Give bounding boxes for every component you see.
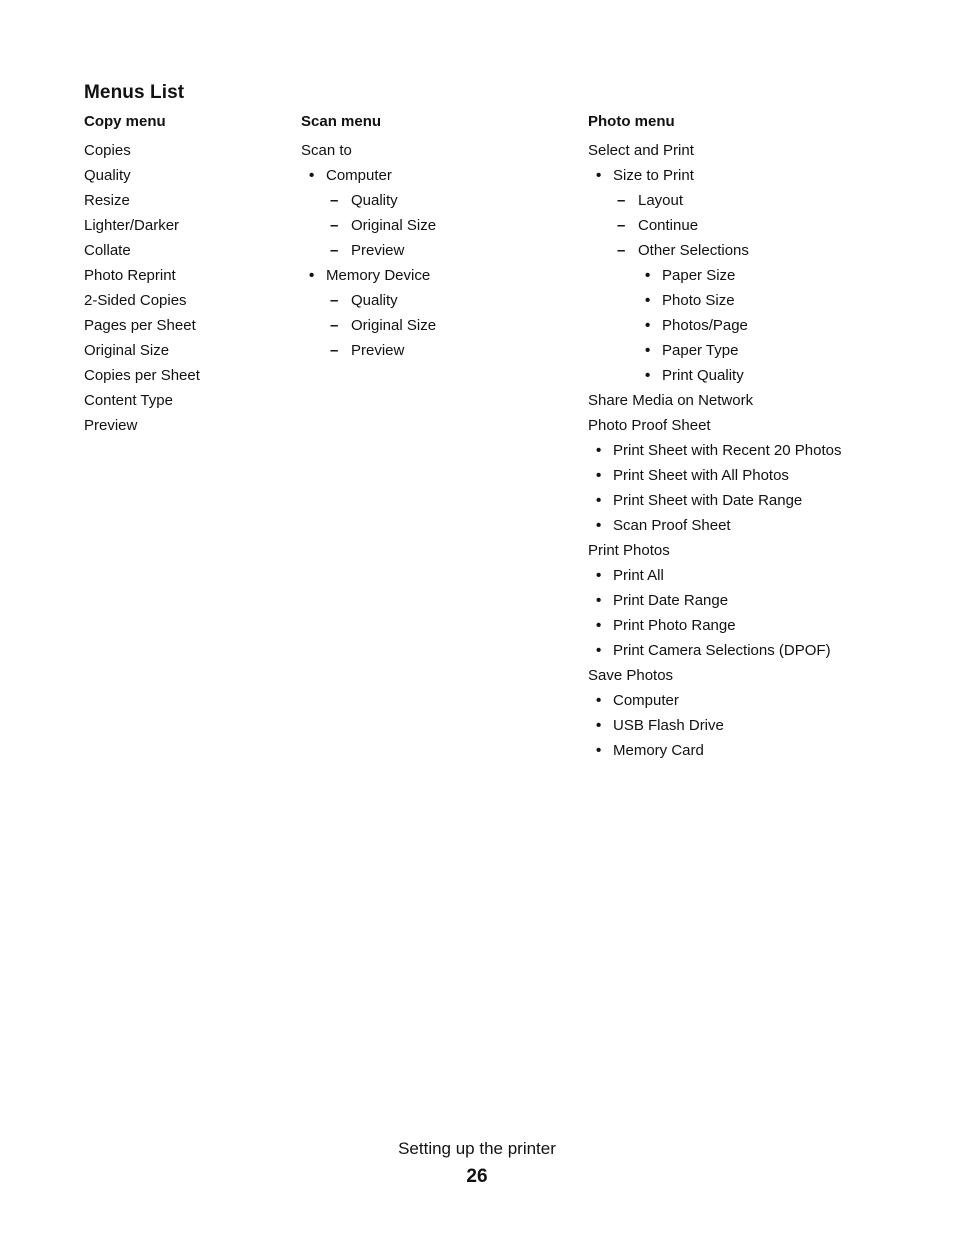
list-item-text: Copies — [84, 142, 131, 159]
list-item-text: Memory Card — [613, 742, 704, 759]
bullet-marker: • — [596, 742, 602, 759]
bullet-marker: • — [645, 292, 651, 309]
bullet-marker: • — [645, 317, 651, 334]
list-item — [84, 166, 200, 191]
list-item — [84, 291, 200, 316]
dash-marker: – — [617, 192, 626, 209]
footer-chapter-title: Setting up the printer — [398, 1139, 556, 1158]
list-item-text: USB Flash Drive — [613, 717, 724, 734]
list-item — [588, 516, 841, 541]
bullet-marker: • — [309, 267, 315, 284]
bullet-marker: • — [596, 167, 602, 184]
list-item — [588, 416, 841, 441]
list-item-text: Photos/Page — [662, 317, 748, 334]
list-item — [588, 716, 841, 741]
list-item-text: Share Media on Network — [588, 392, 754, 409]
list-item-text: Preview — [351, 342, 405, 359]
copy-menu-list — [84, 141, 200, 441]
list-item — [588, 541, 841, 566]
page-title: Menus List — [84, 82, 185, 103]
list-item — [84, 341, 200, 366]
list-item — [84, 366, 200, 391]
list-item-text: Original Size — [351, 217, 437, 234]
bullet-marker: • — [596, 717, 602, 734]
bullet-marker: • — [596, 467, 602, 484]
list-item-text: Other Selections — [638, 242, 749, 259]
bullet-marker: • — [645, 342, 651, 359]
list-item-text: Print Quality — [662, 367, 744, 384]
list-item-text: Print Sheet with Date Range — [613, 492, 803, 509]
list-item-text: Scan to — [301, 142, 352, 159]
list-item — [588, 566, 841, 591]
list-item — [588, 441, 841, 466]
dash-marker: – — [330, 342, 339, 359]
list-item-text: Print Sheet with Recent 20 Photos — [613, 442, 842, 459]
list-item — [301, 141, 436, 166]
bullet-marker: • — [645, 267, 651, 284]
bullet-marker: • — [596, 567, 602, 584]
list-item — [301, 266, 436, 291]
photo-menu-list — [588, 141, 841, 766]
list-item — [588, 191, 841, 216]
photo-menu-heading: Photo menu — [588, 113, 675, 130]
scan-menu-list — [301, 141, 436, 366]
copy-menu-heading: Copy menu — [84, 113, 166, 130]
list-item-text: Copies per Sheet — [84, 367, 200, 384]
dash-marker: – — [617, 217, 626, 234]
copy-menu-column — [84, 112, 200, 441]
list-item — [588, 166, 841, 191]
list-item — [588, 466, 841, 491]
list-item-text: 2-Sided Copies — [84, 292, 187, 309]
list-item-text: Print Camera Selections (DPOF) — [613, 642, 831, 659]
dash-marker: – — [330, 292, 339, 309]
list-item-text: Paper Size — [662, 267, 736, 284]
list-item — [588, 341, 841, 366]
bullet-marker: • — [596, 592, 602, 609]
list-item — [588, 216, 841, 241]
list-item — [301, 291, 436, 316]
list-item-text: Content Type — [84, 392, 173, 409]
list-item — [588, 316, 841, 341]
list-item — [84, 241, 200, 266]
list-item — [301, 166, 436, 191]
dash-marker: – — [617, 242, 626, 259]
list-item-text: Print Photos — [588, 542, 670, 559]
bullet-marker: • — [596, 492, 602, 509]
scan-menu-column — [301, 112, 436, 366]
bullet-marker: • — [596, 442, 602, 459]
list-item — [588, 141, 841, 166]
list-item-text: Save Photos — [588, 667, 674, 684]
list-item — [588, 266, 841, 291]
list-item — [84, 266, 200, 291]
list-item-text: Paper Type — [662, 342, 739, 359]
list-item — [301, 241, 436, 266]
list-item — [588, 391, 841, 416]
list-item-text: Collate — [84, 242, 131, 259]
list-item — [588, 491, 841, 516]
dash-marker: – — [330, 317, 339, 334]
bullet-marker: • — [596, 617, 602, 634]
list-item-text: Computer — [326, 167, 392, 184]
list-item — [588, 616, 841, 641]
list-item-text: Original Size — [84, 342, 170, 359]
list-item-text: Pages per Sheet — [84, 317, 196, 334]
list-item — [301, 341, 436, 366]
list-item-text: Print All — [613, 567, 664, 584]
list-item — [588, 291, 841, 316]
dash-marker: – — [330, 192, 339, 209]
list-item — [301, 191, 436, 216]
list-item-text: Scan Proof Sheet — [613, 517, 731, 534]
list-item-text: Quality — [84, 167, 131, 184]
list-item-text: Size to Print — [613, 167, 694, 184]
list-item — [301, 216, 436, 241]
list-item-text: Select and Print — [588, 142, 694, 159]
list-item — [588, 641, 841, 666]
list-item — [588, 666, 841, 691]
page-number: 26 — [466, 1166, 488, 1187]
list-item-text: Photo Proof Sheet — [588, 417, 711, 434]
list-item-text: Print Date Range — [613, 592, 729, 609]
list-item — [84, 141, 200, 166]
list-item — [588, 741, 841, 766]
list-item-text: Layout — [638, 192, 684, 209]
list-item — [588, 366, 841, 391]
list-item — [84, 416, 200, 441]
list-item-text: Computer — [613, 692, 679, 709]
scan-menu-heading: Scan menu — [301, 113, 382, 130]
list-item-text: Print Photo Range — [613, 617, 736, 634]
list-item-text: Print Sheet with All Photos — [613, 467, 789, 484]
bullet-marker: • — [596, 692, 602, 709]
bullet-marker: • — [596, 517, 602, 534]
list-item — [84, 316, 200, 341]
dash-marker: – — [330, 217, 339, 234]
list-item-text: Lighter/Darker — [84, 217, 180, 234]
bullet-marker: • — [309, 167, 315, 184]
bullet-marker: • — [645, 367, 651, 384]
list-item-text: Photo Reprint — [84, 267, 176, 284]
list-item — [588, 241, 841, 266]
list-item-text: Preview — [351, 242, 405, 259]
photo-menu-column — [588, 112, 841, 766]
bullet-marker: • — [596, 642, 602, 659]
list-item — [84, 191, 200, 216]
list-item-text: Resize — [84, 192, 130, 209]
dash-marker: – — [330, 242, 339, 259]
list-item — [84, 391, 200, 416]
list-item-text: Original Size — [351, 317, 437, 334]
list-item — [588, 591, 841, 616]
list-item-text: Preview — [84, 417, 138, 434]
list-item — [301, 316, 436, 341]
list-item — [588, 691, 841, 716]
list-item-text: Quality — [351, 292, 398, 309]
list-item-text: Continue — [638, 217, 699, 234]
list-item — [84, 216, 200, 241]
list-item-text: Photo Size — [662, 292, 735, 309]
list-item-text: Quality — [351, 192, 398, 209]
list-item-text: Memory Device — [326, 267, 431, 284]
